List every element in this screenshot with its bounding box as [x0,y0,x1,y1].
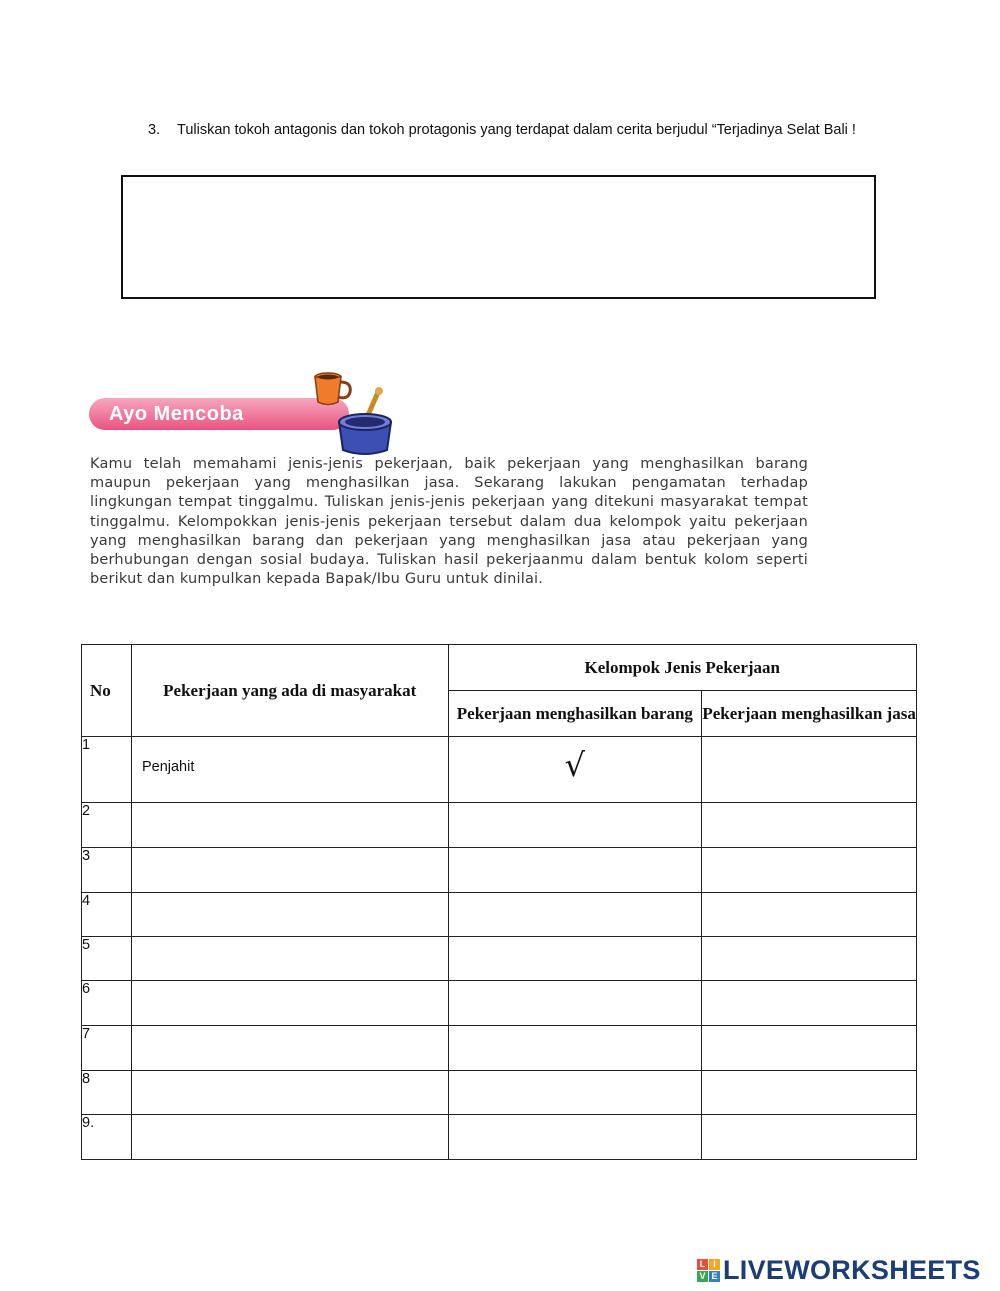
row-number: 9. [82,1115,132,1160]
logo-tile: L [697,1259,708,1270]
question-number: 3. [148,122,161,138]
goods-cell[interactable] [448,893,702,937]
services-cell[interactable] [702,848,917,893]
liveworksheets-icon [697,1259,720,1282]
services-cell[interactable] [702,981,917,1026]
job-text: Penjahit [141,759,195,775]
table-row [82,1115,917,1160]
brand-name: LIVEWORKSHEETS [723,1254,981,1285]
banner-title: Ayo Mencoba [89,398,349,430]
row-number: 7 [82,1026,132,1071]
logo-tile: V [697,1271,708,1282]
services-cell[interactable] [702,803,917,848]
header-no: No [82,645,132,737]
goods-cell[interactable] [448,737,702,803]
services-cell[interactable] [702,937,917,981]
services-cell[interactable] [702,1115,917,1160]
services-cell[interactable] [702,1026,917,1071]
goods-cell[interactable] [448,803,702,848]
row-number: 2 [82,803,132,848]
ayo-mencoba-header [80,362,420,462]
services-cell[interactable] [702,737,917,803]
row-number: 3 [82,848,132,893]
row-number: 1 [82,737,132,803]
services-cell[interactable] [702,1071,917,1115]
header-job: Pekerjaan yang ada di masyarakat [131,645,448,737]
answer-box[interactable] [121,175,876,299]
job-cell[interactable] [131,848,448,893]
row-number: 6 [82,981,132,1026]
job-cell[interactable] [131,893,448,937]
row-number: 4 [82,893,132,937]
table-row [82,803,917,848]
header-goods: Pekerjaan menghasilkan barang [448,691,702,737]
job-cell[interactable] [131,937,448,981]
row-number: 8 [82,1071,132,1115]
goods-cell[interactable] [448,848,702,893]
question-3 [148,118,888,142]
header-services: Pekerjaan menghasilkan jasa [702,691,917,737]
job-cell[interactable] [131,803,448,848]
job-table [81,644,917,1160]
table-row [82,893,917,937]
goods-cell[interactable] [448,937,702,981]
question-text: Tuliskan tokoh antagonis dan tokoh protagonis yang terdapat dalam cerita berjudul “Terjadinya Selat Bali ! [177,122,856,138]
job-cell[interactable] [131,1115,448,1160]
goods-cell[interactable] [448,1071,702,1115]
goods-cell[interactable] [448,1026,702,1071]
liveworksheets-logo [697,1255,981,1285]
job-cell[interactable] [131,1026,448,1071]
header-group: Kelompok Jenis Pekerjaan [448,645,917,691]
job-cell[interactable] [131,981,448,1026]
table-row [82,737,917,803]
row-number: 5 [82,937,132,981]
pot-icon [335,386,395,456]
table-row [82,848,917,893]
instruction-paragraph: Kamu telah memahami jenis-jenis pekerjaan, baik pekerjaan yang menghasilkan barang maupun pekerjaan yang menghasilkan jasa. Sekarang lakukan pengamatan terhadap lingkungan tempat tinggalmu. Tuliskan jenis-jenis pekerjaan yang ditekuni masyarakat tempat tinggalmu. Kelompokkan jenis-jenis pekerjaan tersebut dalam dua kelompok yaitu pekerjaan yang menghasilkan barang dan pekerjaan yang menghasilkan jasa atau pekerjaan yang berhubungan dengan sosial budaya. Tuliskan hasil pekerjaanmu dalam bentuk kolom seperti berikut dan kumpulkan kepada Bapak/Ibu Guru untuk dinilai. [90,456,808,588]
checkmark-icon: √ [564,746,586,784]
services-cell[interactable] [702,893,917,937]
table-row [82,937,917,981]
table-row [82,1026,917,1071]
table-row [82,981,917,1026]
logo-tile: I [709,1259,720,1270]
logo-tile: E [709,1271,720,1282]
job-cell[interactable] [131,1071,448,1115]
job-cell[interactable] [131,737,448,803]
goods-cell[interactable] [448,981,702,1026]
table-row [82,1071,917,1115]
goods-cell[interactable] [448,1115,702,1160]
